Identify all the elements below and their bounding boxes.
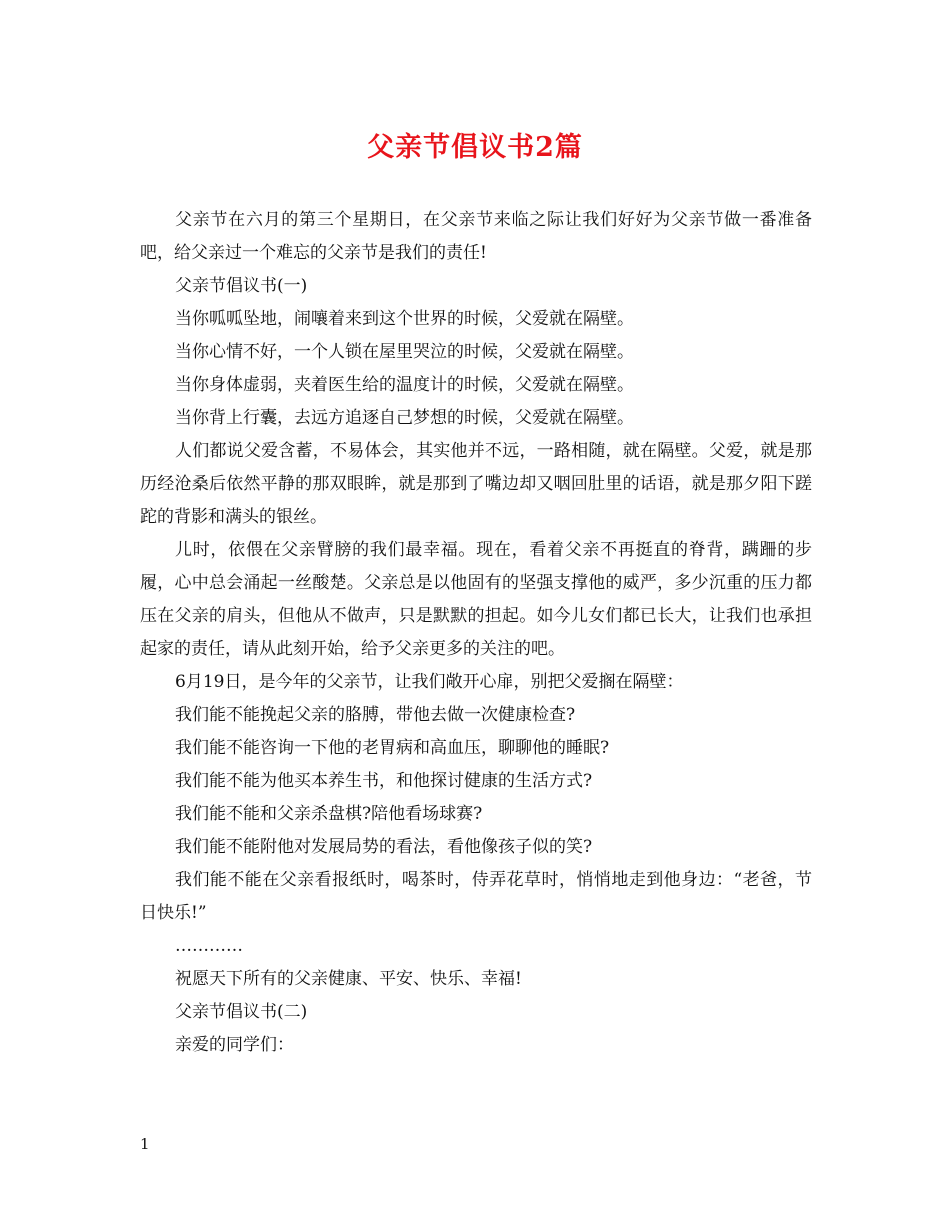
question-line: 我们能不能附他对发展局势的看法，看他像孩子似的笑? [175,837,593,857]
page-number: 1 [140,1135,150,1153]
intro-paragraph: 父亲节在六月的第三个星期日，在父亲节来临之际让我们好好为父亲节做一番准备吧，给父亲过一个难忘的父亲节是我们的责任! [140,210,812,263]
question-line: 我们能不能挽起父亲的胳膊，带他去做一次健康检查? [175,705,576,725]
text-line: 当你呱呱坠地，闹嚷着来到这个世界的时候，父爱就在隔壁。 [175,309,634,329]
section-heading-one: 父亲节倡议书(一) [175,276,308,296]
body-paragraph: 人们都说父爱含蓄，不易体会，其实他并不远，一路相随，就在隔壁。父爱，就是那历经沧桑后依然平静的那双眼眸，就是那到了嘴边却又咽回肚里的话语，就是那夕阳下蹉跎的背影和满头的银丝。 [140,441,812,527]
body-paragraph: 儿时，依偎在父亲臂膀的我们最幸福。现在，看着父亲不再挺直的脊背，蹒跚的步履，心中总会涌起一丝酸楚。父亲总是以他固有的坚强支撑他的威严，多少沉重的压力都压在父亲的肩头，但他从不做声，只是默默的担起。如今儿女们都已长大，让我们也承担起家的责任，请从此刻开始，给予父亲更多的关注的吧。 [140,540,812,659]
question-line: 我们能不能在父亲看报纸时，喝茶时，侍弄花草时，悄悄地走到他身边：“老爸，节日快乐!” [140,870,812,923]
document-body [140,204,812,1062]
ellipsis-line: ………… [175,936,243,956]
question-line: 我们能不能为他买本养生书，和他探讨健康的生活方式? [175,771,593,791]
text-line: 当你背上行囊，去远方追逐自己梦想的时候，父爱就在隔壁。 [175,408,634,428]
document-title: 父亲节倡议书2篇 [367,132,583,163]
blessing-line: 祝愿天下所有的父亲健康、平安、快乐、幸福! [175,969,522,989]
question-line: 我们能不能和父亲杀盘棋?陪他看场球赛? [175,804,483,824]
text-line: 6月19日，是今年的父亲节，让我们敞开心扉，别把父爱搁在隔壁： [175,672,684,692]
question-line: 我们能不能咨询一下他的老胃病和高血压，聊聊他的睡眠? [175,738,610,758]
salutation-line: 亲爱的同学们： [175,1035,294,1055]
section-heading-two: 父亲节倡议书(二) [175,1002,308,1022]
text-line: 当你心情不好，一个人锁在屋里哭泣的时候，父爱就在隔壁。 [175,342,634,362]
text-line: 当你身体虚弱，夹着医生给的温度计的时候，父爱就在隔壁。 [175,375,634,395]
